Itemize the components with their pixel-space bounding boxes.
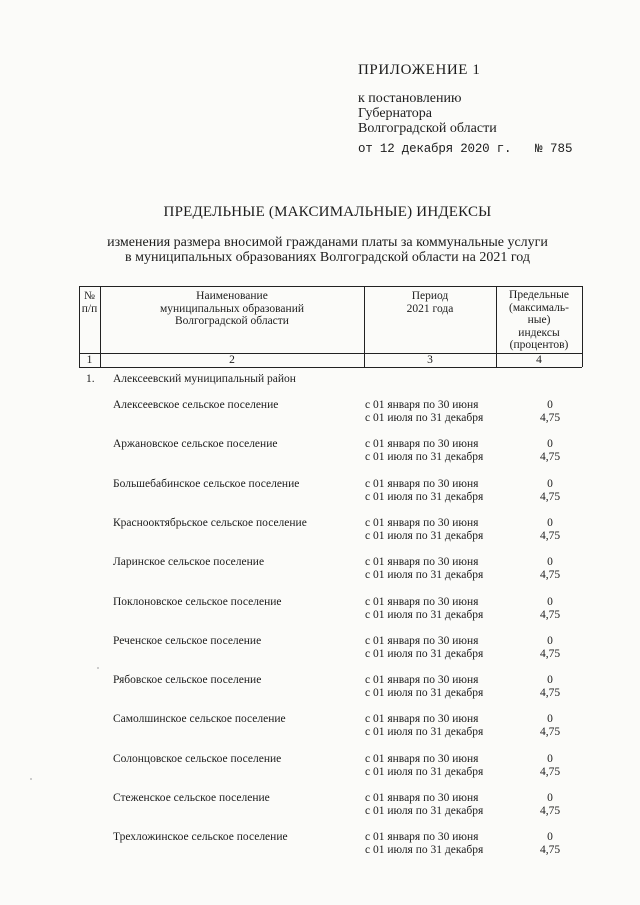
index-value: 0 (547, 477, 553, 490)
index-value: 4,75 (539, 569, 561, 582)
header-number (79, 290, 100, 315)
table-row (0, 635, 640, 671)
index-value: 4,75 (539, 726, 561, 739)
index-value: 0 (547, 595, 553, 608)
scan-speck (30, 778, 32, 780)
index-value: 0 (547, 674, 553, 687)
column-number-4: 4 (536, 354, 542, 366)
column-number-1: 1 (86, 354, 93, 366)
table-row (0, 438, 640, 474)
period-label: с 01 января по 30 июня (365, 674, 479, 687)
period-label: с 01 июля по 31 декабря (365, 765, 484, 778)
period-label: с 01 июля по 31 декабря (365, 844, 484, 857)
header-municipality-line: Волгоградской области (175, 315, 289, 327)
header-period (364, 290, 496, 315)
period-label: с 01 января по 30 июня (365, 477, 479, 490)
table-row (0, 596, 640, 632)
settlement-name: Трехложинское сельское поселение (113, 831, 288, 844)
page-subtitle-line-2: в муниципальных образованиях Волгоградской области на 2021 год (125, 250, 530, 265)
district-name: Алексеевский муниципальный район (113, 373, 296, 385)
table-row (0, 713, 640, 749)
column-number-2: 2 (229, 354, 235, 366)
table-right-border (582, 286, 583, 367)
table-number-row-divider (79, 367, 582, 368)
table-row (0, 792, 640, 828)
index-value: 4,75 (539, 765, 561, 778)
index-value: 4,75 (539, 412, 561, 424)
period-label: с 01 января по 30 июня (365, 831, 479, 844)
period-label: с 01 января по 30 июня (365, 399, 479, 411)
header-municipality (100, 290, 364, 328)
settlement-name: Ларинское сельское поселение (113, 556, 265, 569)
index-value: 4,75 (539, 490, 561, 503)
table-row (0, 556, 640, 592)
period-label: с 01 января по 30 июня (365, 516, 479, 529)
appendix-line-decree: к постановлению (358, 91, 462, 106)
index-value: 4,75 (539, 451, 561, 464)
settlement-name: Стеженское сельское поселение (113, 792, 270, 804)
period-label: с 01 июля по 31 декабря (365, 451, 484, 464)
index-value: 4,75 (539, 647, 561, 660)
period-label: с 01 января по 30 июня (365, 556, 479, 569)
period-label: с 01 июля по 31 декабря (365, 647, 484, 660)
header-max-index-line: (максималь- (509, 301, 569, 314)
period-label: с 01 июля по 31 декабря (365, 529, 484, 542)
page-title: ПРЕДЕЛЬНЫЕ (МАКСИМАЛЬНЫЕ) ИНДЕКСЫ (163, 204, 492, 220)
period-label: с 01 июля по 31 декабря (365, 608, 484, 621)
table-row (0, 831, 640, 867)
header-max-index-line: Предельные (509, 289, 569, 301)
settlement-name: Рябовское сельское поселение (113, 674, 262, 687)
decree-number: № 785 (535, 142, 573, 156)
header-period-line: Период (411, 290, 449, 302)
index-value: 0 (547, 438, 553, 451)
period-label: с 01 июля по 31 декабря (365, 412, 484, 424)
header-max-index-line: индексы (518, 326, 560, 339)
settlement-name: Алексеевское сельское поселение (113, 399, 279, 411)
header-max-index (496, 289, 582, 352)
period-label: с 01 июля по 31 декабря (365, 687, 484, 700)
period-label: с 01 января по 30 июня (365, 713, 479, 726)
appendix-label: ПРИЛОЖЕНИЕ 1 (358, 62, 481, 78)
index-value: 4,75 (539, 687, 561, 700)
index-value: 0 (547, 516, 553, 529)
index-value: 0 (547, 556, 553, 569)
index-value: 0 (547, 752, 553, 765)
appendix-line-governor: Губернатора (358, 106, 433, 121)
column-number-3: 3 (427, 354, 433, 366)
table-row (0, 674, 640, 710)
header-max-index-line: ные) (527, 314, 551, 326)
period-label: с 01 июля по 31 декабря (365, 726, 484, 739)
index-value: 4,75 (539, 805, 561, 817)
settlement-name: Реченское сельское поселение (113, 634, 262, 647)
index-value: 4,75 (539, 529, 561, 542)
period-label: с 01 января по 30 июня (365, 595, 479, 608)
table-row (0, 399, 640, 435)
index-value: 4,75 (539, 844, 561, 857)
period-label: с 01 января по 30 июня (365, 752, 479, 765)
page-subtitle-line-1: изменения размера вносимой гражданами платы за коммунальные услуги (107, 235, 548, 250)
settlement-name: Самолшинское сельское поселение (113, 713, 286, 726)
table-row (0, 478, 640, 514)
table-top-border (79, 286, 582, 287)
period-label: с 01 января по 30 июня (365, 634, 479, 647)
header-municipality-line: муниципальных образований (159, 302, 305, 315)
header-max-index-line: (процентов) (509, 339, 569, 351)
index-value: 0 (547, 831, 553, 844)
appendix-line-region: Волгоградской области (358, 121, 497, 136)
header-municipality-line: Наименование (196, 290, 268, 302)
period-label: с 01 июля по 31 декабря (365, 805, 484, 817)
district-number: 1. (86, 373, 95, 385)
settlement-name: Большебабинское сельское поселение (113, 477, 300, 490)
settlement-name: Поклоновское сельское поселение (113, 595, 282, 608)
period-label: с 01 июля по 31 декабря (365, 490, 484, 503)
index-value: 0 (547, 792, 553, 804)
settlement-name: Солонцовское сельское поселение (113, 752, 282, 765)
decree-date: от 12 декабря 2020 г. (358, 142, 512, 156)
period-label: с 01 января по 30 июня (365, 792, 479, 804)
index-value: 0 (547, 399, 553, 411)
scan-speck (97, 667, 99, 669)
header-number-line: № (84, 290, 95, 302)
index-value: 0 (547, 634, 553, 647)
header-number-line: п/п (81, 302, 98, 315)
settlement-name: Аржановское сельское поселение (113, 438, 278, 451)
period-label: с 01 июля по 31 декабря (365, 569, 484, 582)
index-value: 0 (547, 713, 553, 726)
index-value: 4,75 (539, 608, 561, 621)
header-period-line: 2021 года (406, 302, 454, 315)
table-row (0, 517, 640, 553)
table-row (0, 753, 640, 789)
settlement-name: Краснооктябрьское сельское поселение (113, 516, 307, 529)
period-label: с 01 января по 30 июня (365, 438, 479, 451)
